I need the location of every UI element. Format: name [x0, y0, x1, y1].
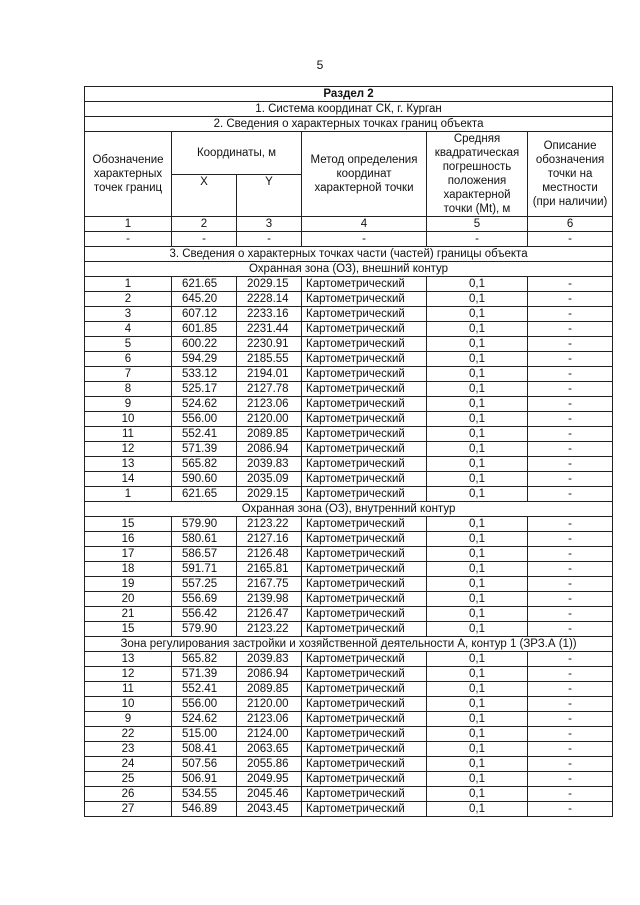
method: Картометрический [302, 487, 427, 502]
error-value: 0,1 [427, 442, 528, 457]
point-number: 10 [85, 697, 172, 712]
point-number: 21 [85, 607, 172, 622]
characteristic-points-title: 2. Сведения о характерных точках границ объекта [85, 117, 613, 132]
error-value: 0,1 [427, 742, 528, 757]
x-coordinate: 507.56 [172, 757, 237, 772]
table-row [85, 322, 613, 337]
y-coordinate: 2230.91 [237, 337, 302, 352]
x-coordinate: 565.82 [172, 652, 237, 667]
column-number: 5 [427, 217, 528, 232]
empty-cell: - [302, 232, 427, 247]
error-value: 0,1 [427, 667, 528, 682]
description: - [528, 457, 613, 472]
table-row [85, 592, 613, 607]
description: - [528, 712, 613, 727]
x-coordinate: 556.00 [172, 412, 237, 427]
y-coordinate: 2029.15 [237, 487, 302, 502]
method: Картометрический [302, 712, 427, 727]
description: - [528, 517, 613, 532]
table-row [85, 382, 613, 397]
table-row [85, 697, 613, 712]
designation-header: Обозначение характерных точек границ [85, 132, 172, 217]
header-row-1 [85, 132, 613, 175]
table-row [85, 577, 613, 592]
description: - [528, 277, 613, 292]
table-row [85, 517, 613, 532]
y-coordinate: 2231.44 [237, 322, 302, 337]
x-coordinate: 534.55 [172, 787, 237, 802]
x-coordinate: 556.69 [172, 592, 237, 607]
empty-cell: - [237, 232, 302, 247]
description: - [528, 577, 613, 592]
point-number: 4 [85, 322, 172, 337]
section-title: Раздел 2 [85, 87, 613, 102]
parts-title-row [85, 247, 613, 262]
method: Картометрический [302, 352, 427, 367]
description: - [528, 592, 613, 607]
y-coordinate: 2126.47 [237, 607, 302, 622]
description: - [528, 472, 613, 487]
description: - [528, 622, 613, 637]
method: Картометрический [302, 697, 427, 712]
error-value: 0,1 [427, 682, 528, 697]
table-row [85, 742, 613, 757]
y-coordinate: 2123.06 [237, 397, 302, 412]
method: Картометрический [302, 577, 427, 592]
point-number: 27 [85, 802, 172, 817]
y-coordinate: 2139.98 [237, 592, 302, 607]
description: - [528, 667, 613, 682]
error-value: 0,1 [427, 562, 528, 577]
y-header: Y [237, 174, 302, 217]
description: - [528, 352, 613, 367]
empty-cell: - [172, 232, 237, 247]
error-value: 0,1 [427, 397, 528, 412]
y-coordinate: 2233.16 [237, 307, 302, 322]
error-value: 0,1 [427, 352, 528, 367]
description: - [528, 427, 613, 442]
point-number: 26 [85, 787, 172, 802]
description: - [528, 367, 613, 382]
method: Картометрический [302, 592, 427, 607]
description: - [528, 547, 613, 562]
y-coordinate: 2123.06 [237, 712, 302, 727]
point-number: 5 [85, 337, 172, 352]
y-coordinate: 2120.00 [237, 412, 302, 427]
y-coordinate: 2124.00 [237, 727, 302, 742]
table-row [85, 427, 613, 442]
method: Картометрический [302, 397, 427, 412]
y-coordinate: 2228.14 [237, 292, 302, 307]
description: - [528, 442, 613, 457]
y-coordinate: 2039.83 [237, 457, 302, 472]
x-coordinate: 524.62 [172, 712, 237, 727]
column-number: 3 [237, 217, 302, 232]
error-value: 0,1 [427, 487, 528, 502]
method: Картометрический [302, 292, 427, 307]
method: Картометрический [302, 547, 427, 562]
y-coordinate: 2185.55 [237, 352, 302, 367]
error-value: 0,1 [427, 802, 528, 817]
column-number: 6 [528, 217, 613, 232]
error-value: 0,1 [427, 337, 528, 352]
x-coordinate: 552.41 [172, 682, 237, 697]
error-value: 0,1 [427, 622, 528, 637]
description: - [528, 412, 613, 427]
x-coordinate: 546.89 [172, 802, 237, 817]
table-row [85, 787, 613, 802]
point-number: 6 [85, 352, 172, 367]
point-number: 19 [85, 577, 172, 592]
y-coordinate: 2123.22 [237, 622, 302, 637]
error-value: 0,1 [427, 772, 528, 787]
error-value: 0,1 [427, 412, 528, 427]
method: Картометрический [302, 562, 427, 577]
empty-data-row [85, 232, 613, 247]
table-row [85, 472, 613, 487]
point-number: 14 [85, 472, 172, 487]
table-row [85, 772, 613, 787]
table-row [85, 712, 613, 727]
description-header: Описание обозначения точки на местности (при наличии) [528, 132, 613, 217]
table-row [85, 562, 613, 577]
error-value: 0,1 [427, 307, 528, 322]
description: - [528, 787, 613, 802]
y-coordinate: 2063.65 [237, 742, 302, 757]
description: - [528, 562, 613, 577]
group-title-row [85, 502, 613, 517]
x-coordinate: 533.12 [172, 367, 237, 382]
error-value: 0,1 [427, 712, 528, 727]
point-number: 24 [85, 757, 172, 772]
y-coordinate: 2089.85 [237, 682, 302, 697]
table-row [85, 487, 613, 502]
empty-cell: - [528, 232, 613, 247]
table-row [85, 277, 613, 292]
description: - [528, 742, 613, 757]
method: Картометрический [302, 787, 427, 802]
table-row [85, 622, 613, 637]
point-number: 3 [85, 307, 172, 322]
x-coordinate: 607.12 [172, 307, 237, 322]
table-row [85, 802, 613, 817]
point-number: 1 [85, 487, 172, 502]
y-coordinate: 2089.85 [237, 427, 302, 442]
point-number: 17 [85, 547, 172, 562]
table-row [85, 457, 613, 472]
x-coordinate: 571.39 [172, 442, 237, 457]
group-title-row [85, 262, 613, 277]
table-row [85, 532, 613, 547]
method: Картометрический [302, 472, 427, 487]
point-number: 12 [85, 442, 172, 457]
table-row [85, 367, 613, 382]
y-coordinate: 2127.16 [237, 532, 302, 547]
error-value: 0,1 [427, 457, 528, 472]
table-row [85, 652, 613, 667]
coordinates-header: Координаты, м [172, 132, 302, 175]
table-row [85, 412, 613, 427]
x-coordinate: 556.00 [172, 697, 237, 712]
x-coordinate: 508.41 [172, 742, 237, 757]
description: - [528, 382, 613, 397]
characteristic-points-title-row [85, 117, 613, 132]
point-number: 9 [85, 397, 172, 412]
y-coordinate: 2120.00 [237, 697, 302, 712]
description: - [528, 802, 613, 817]
y-coordinate: 2035.09 [237, 472, 302, 487]
table-row [85, 727, 613, 742]
y-coordinate: 2123.22 [237, 517, 302, 532]
method: Картометрический [302, 277, 427, 292]
table-row [85, 757, 613, 772]
description: - [528, 727, 613, 742]
error-value: 0,1 [427, 382, 528, 397]
x-coordinate: 524.62 [172, 397, 237, 412]
description: - [528, 322, 613, 337]
x-coordinate: 586.57 [172, 547, 237, 562]
point-number: 25 [85, 772, 172, 787]
error-value: 0,1 [427, 277, 528, 292]
y-coordinate: 2045.46 [237, 787, 302, 802]
group-title: Охранная зона (ОЗ), внешний контур [85, 262, 613, 277]
point-number: 2 [85, 292, 172, 307]
error-value: 0,1 [427, 652, 528, 667]
method: Картометрический [302, 532, 427, 547]
point-number: 1 [85, 277, 172, 292]
description: - [528, 337, 613, 352]
page-number: 5 [316, 58, 324, 72]
x-coordinate: 506.91 [172, 772, 237, 787]
point-number: 13 [85, 652, 172, 667]
table-row [85, 337, 613, 352]
error-value: 0,1 [427, 592, 528, 607]
method: Картометрический [302, 442, 427, 457]
table-row [85, 442, 613, 457]
x-coordinate: 600.22 [172, 337, 237, 352]
method: Картометрический [302, 457, 427, 472]
group-title: Зона регулирования застройки и хозяйственной деятельности А, контур 1 (ЗРЗ.А (1)) [85, 637, 613, 652]
description: - [528, 607, 613, 622]
error-value: 0,1 [427, 727, 528, 742]
x-coordinate: 591.71 [172, 562, 237, 577]
x-coordinate: 552.41 [172, 427, 237, 442]
error-value: 0,1 [427, 577, 528, 592]
column-number: 4 [302, 217, 427, 232]
method: Картометрический [302, 652, 427, 667]
characteristic-points-table [84, 86, 613, 817]
method: Картометрический [302, 607, 427, 622]
method: Картометрический [302, 742, 427, 757]
parts-title: 3. Сведения о характерных точках части (частей) границы объекта [85, 247, 613, 262]
error-value: 0,1 [427, 697, 528, 712]
table-row [85, 682, 613, 697]
error-value: 0,1 [427, 292, 528, 307]
x-coordinate: 556.42 [172, 607, 237, 622]
method: Картометрический [302, 667, 427, 682]
error-value: 0,1 [427, 472, 528, 487]
point-number: 20 [85, 592, 172, 607]
error-header: Средняя квадратическая погрешность положения характерной точки (Mt), м [427, 132, 528, 217]
point-number: 11 [85, 427, 172, 442]
table-row [85, 607, 613, 622]
x-coordinate: 601.85 [172, 322, 237, 337]
table-row [85, 547, 613, 562]
error-value: 0,1 [427, 322, 528, 337]
method: Картометрический [302, 772, 427, 787]
error-value: 0,1 [427, 517, 528, 532]
column-numbers-row [85, 217, 613, 232]
point-number: 10 [85, 412, 172, 427]
coordinate-system-row [85, 102, 613, 117]
error-value: 0,1 [427, 367, 528, 382]
table-row [85, 292, 613, 307]
x-coordinate: 565.82 [172, 457, 237, 472]
method: Картометрический [302, 622, 427, 637]
description: - [528, 307, 613, 322]
x-coordinate: 645.20 [172, 292, 237, 307]
error-value: 0,1 [427, 427, 528, 442]
description: - [528, 292, 613, 307]
description: - [528, 487, 613, 502]
x-coordinate: 557.25 [172, 577, 237, 592]
y-coordinate: 2039.83 [237, 652, 302, 667]
x-coordinate: 525.17 [172, 382, 237, 397]
column-number: 1 [85, 217, 172, 232]
empty-cell: - [427, 232, 528, 247]
y-coordinate: 2049.95 [237, 772, 302, 787]
description: - [528, 652, 613, 667]
y-coordinate: 2165.81 [237, 562, 302, 577]
group-title-row [85, 637, 613, 652]
point-number: 13 [85, 457, 172, 472]
method: Картометрический [302, 517, 427, 532]
point-number: 12 [85, 667, 172, 682]
y-coordinate: 2126.48 [237, 547, 302, 562]
y-coordinate: 2194.01 [237, 367, 302, 382]
description: - [528, 682, 613, 697]
x-coordinate: 621.65 [172, 487, 237, 502]
method: Картометрический [302, 367, 427, 382]
point-number: 22 [85, 727, 172, 742]
point-number: 23 [85, 742, 172, 757]
description: - [528, 532, 613, 547]
section-title-row [85, 87, 613, 102]
table-row [85, 352, 613, 367]
table-body [85, 87, 613, 817]
error-value: 0,1 [427, 787, 528, 802]
error-value: 0,1 [427, 607, 528, 622]
x-coordinate: 515.00 [172, 727, 237, 742]
method: Картометрический [302, 802, 427, 817]
empty-cell: - [85, 232, 172, 247]
coordinate-system: 1. Система координат СК, г. Курган [85, 102, 613, 117]
x-coordinate: 621.65 [172, 277, 237, 292]
description: - [528, 397, 613, 412]
x-coordinate: 571.39 [172, 667, 237, 682]
point-number: 8 [85, 382, 172, 397]
method: Картометрический [302, 322, 427, 337]
y-coordinate: 2055.86 [237, 757, 302, 772]
point-number: 11 [85, 682, 172, 697]
point-number: 16 [85, 532, 172, 547]
description: - [528, 697, 613, 712]
x-coordinate: 590.60 [172, 472, 237, 487]
point-number: 15 [85, 517, 172, 532]
error-value: 0,1 [427, 532, 528, 547]
x-coordinate: 579.90 [172, 517, 237, 532]
x-coordinate: 594.29 [172, 352, 237, 367]
method: Картометрический [302, 427, 427, 442]
table-row [85, 307, 613, 322]
description: - [528, 757, 613, 772]
table-row [85, 397, 613, 412]
method: Картометрический [302, 337, 427, 352]
error-value: 0,1 [427, 547, 528, 562]
point-number: 9 [85, 712, 172, 727]
y-coordinate: 2086.94 [237, 442, 302, 457]
method: Картометрический [302, 757, 427, 772]
point-number: 15 [85, 622, 172, 637]
table-row [85, 667, 613, 682]
point-number: 7 [85, 367, 172, 382]
x-coordinate: 579.90 [172, 622, 237, 637]
group-title: Охранная зона (ОЗ), внутренний контур [85, 502, 613, 517]
y-coordinate: 2127.78 [237, 382, 302, 397]
description: - [528, 772, 613, 787]
method-header: Метод определения координат характерной точки [302, 132, 427, 217]
point-number: 18 [85, 562, 172, 577]
y-coordinate: 2167.75 [237, 577, 302, 592]
error-value: 0,1 [427, 757, 528, 772]
method: Картометрический [302, 727, 427, 742]
x-header: X [172, 174, 237, 217]
method: Картометрический [302, 412, 427, 427]
column-number: 2 [172, 217, 237, 232]
y-coordinate: 2043.45 [237, 802, 302, 817]
y-coordinate: 2086.94 [237, 667, 302, 682]
y-coordinate: 2029.15 [237, 277, 302, 292]
method: Картометрический [302, 307, 427, 322]
x-coordinate: 580.61 [172, 532, 237, 547]
method: Картометрический [302, 382, 427, 397]
method: Картометрический [302, 682, 427, 697]
